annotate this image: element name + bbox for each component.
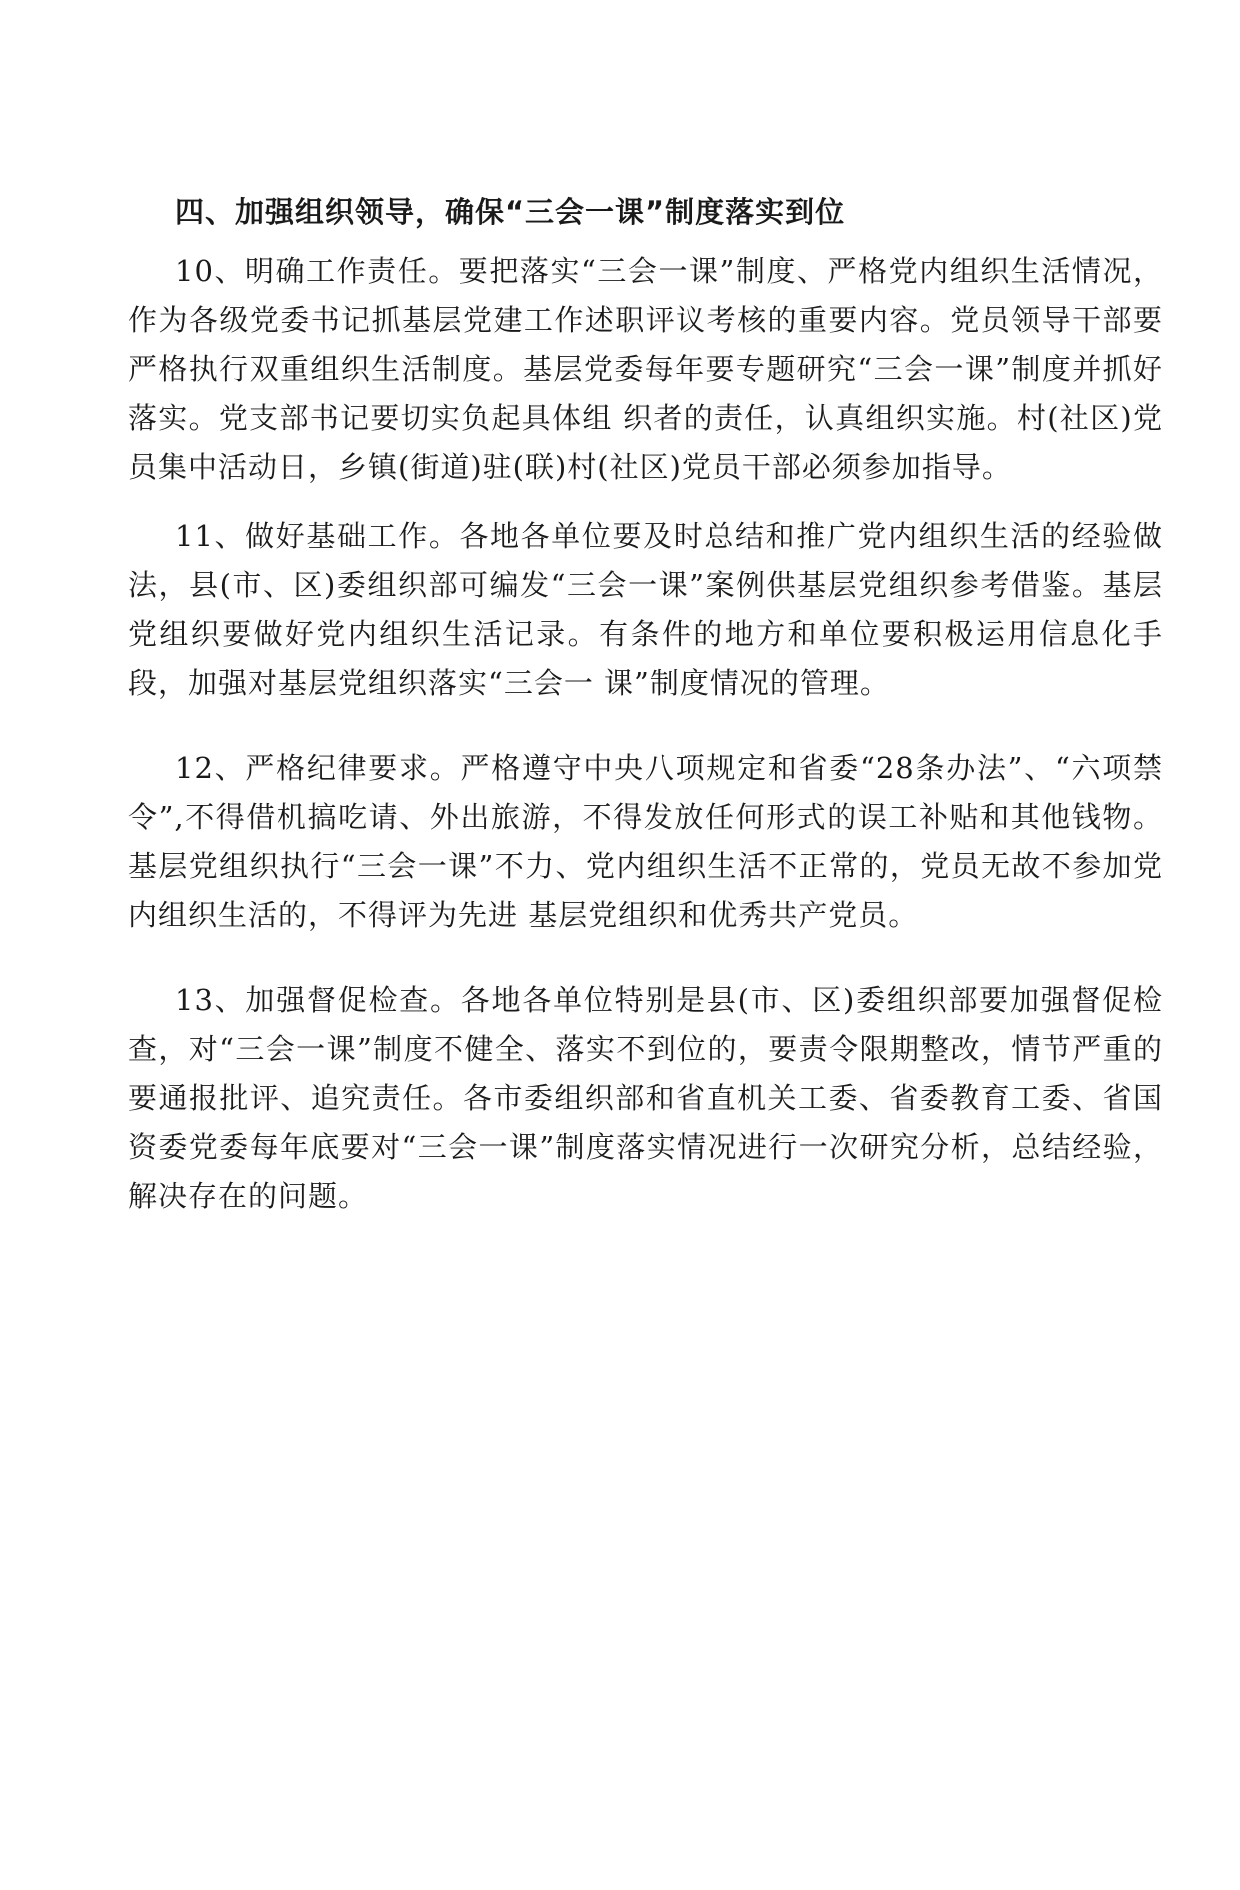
paragraph-13: 13、加强督促检查。各地各单位特别是县(市、区)委组织部要加强督促检查，对“三会一课”制度不健全、落实不到位的，要责令限期整改，情节严重的要通报批评、追究责任。各市委组织部和省直机关工委、省委教育工委、省国资委党委每年底要对“三会一课”制度落实情况进行一次研究分析，总结经验，解决存在的问题。 — [128, 983, 1163, 1213]
paragraph-12: 12、严格纪律要求。严格遵守中央八项规定和省委“28条办法”、“六项禁令”,不得借机搞吃请、外出旅游，不得发放任何形式的误工补贴和其他钱物。基层党组织执行“三会一课”不力、党内组织生活不正常的，党员无故不参加党内组织生活的，不得评为先进 基层党组织和优秀共产党员。 — [128, 751, 1163, 932]
paragraph-11: 11、做好基础工作。各地各单位要及时总结和推广党内组织生活的经验做法，县(市、区)委组织部可编发“三会一课”案例供基层党组织参考借鉴。基层党组织要做好党内组织生活记录。有条件的地方和单位要积极运用信息化手段，加强对基层党组织落实“三会一 课”制度情况的管理。 — [128, 519, 1163, 700]
paragraph-10: 10、明确工作责任。要把落实“三会一课”制度、严格党内组织生活情况，作为各级党委书记抓基层党建工作述职评议考核的重要内容。党员领导干部要严格执行双重组织生活制度。基层党委每年要专题研究“三会一课”制度并抓好落实。党支部书记要切实负起具体组 织者的责任，认真组织实施。村(社区)党员集中活动日，乡镇(街道)驻(联)村(社区)党员干部必须参加指导。 — [128, 254, 1163, 484]
document-body — [128, 188, 1163, 1221]
section-heading: 四、加强组织领导，确保“三会一课”制度落实到位 — [175, 195, 846, 229]
